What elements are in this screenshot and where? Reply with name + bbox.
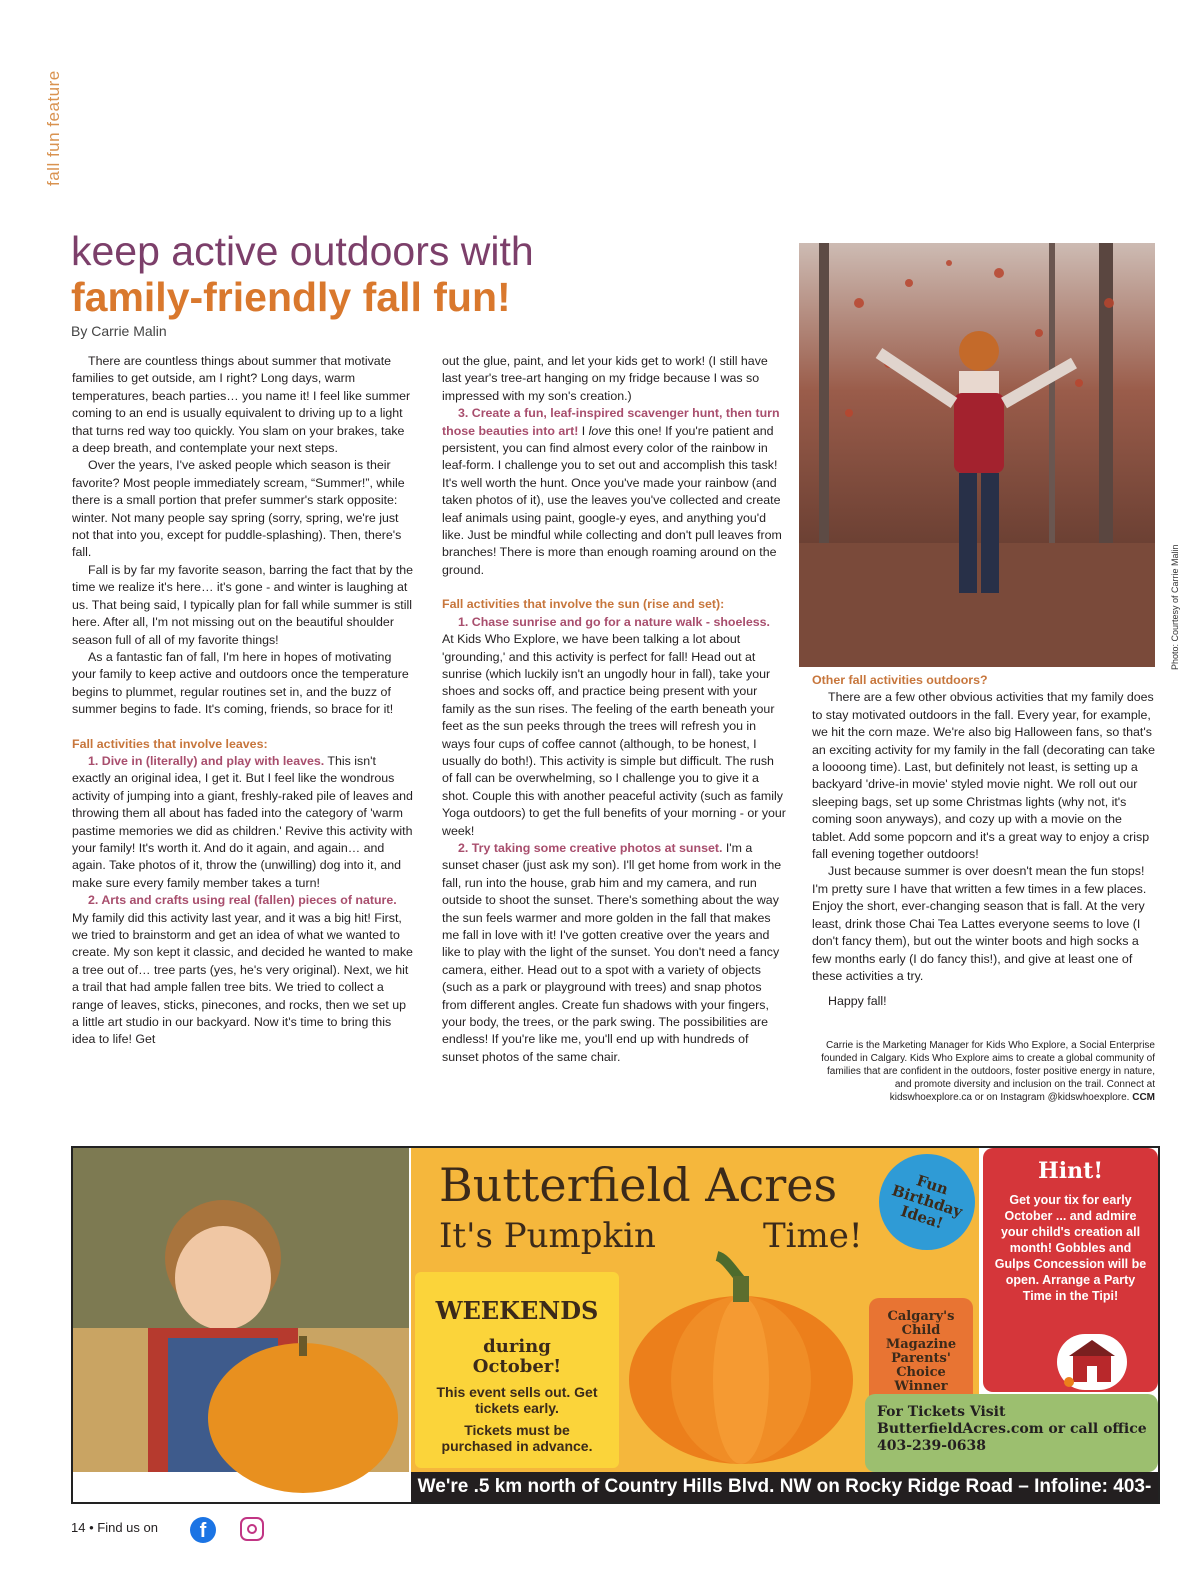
barn-icon [1057, 1334, 1127, 1390]
ad-title: Butterfield Acres [439, 1158, 838, 1212]
list-item-title: 2. Arts and crafts using real (fallen) pieces of nature. [88, 893, 397, 908]
hint-text: Get your tix for early October ... and admire your child's creation all month! Gobbles and Gulps Concession will be open. Arrange a Party Time in the Tipi! [994, 1193, 1147, 1303]
photo-credit: Photo: Courtesy of Carrie Malin [1170, 544, 1180, 670]
byline: By Carrie Malin [71, 323, 167, 339]
ad-photo-illustration [73, 1148, 409, 1472]
hint-panel [983, 1148, 1158, 1392]
butterfield-acres-ad[interactable] [71, 1146, 1160, 1527]
author-bio [812, 1039, 1155, 1104]
paragraph: There are a few other obvious activities that my family does to stay motivated outdoors in the fall. Every year, for example, we hit the corn maze. We're also big Halloween fans, so that's an exciting activity for my family in the fall (decorating can take a loooong time). Last, but definitely not least, is setting up a backyard 'drive-in movie' styled movie night. We roll out our sleeping bags, set up some Christmas lights (why not, it's coming soon anyways), and cozy up with a movie on the tablet. Add some popcorn and it's a great way to enjoy a crisp fall evening together outdoors! [812, 690, 1155, 862]
ad-subtitle-right: Time! [763, 1216, 863, 1256]
child-in-leaves-photo [799, 243, 1155, 667]
emphasis: love [588, 423, 612, 438]
list-item-title-line [442, 614, 786, 631]
list-item [72, 753, 414, 892]
paragraph: out the glue, paint, and let your kids get to work! (I still have last year's tree-art hanging on my fridge because I was so impressed with my son's creation.) [442, 354, 768, 403]
list-item-title: 3. Create a fun, leaf-inspired scavenger hunt, then turn those beauties into art! [442, 406, 780, 438]
section-heading: Fall activities that involve leaves: [72, 736, 268, 751]
october-label: October! [472, 1356, 562, 1377]
section-heading: Fall activities that involve the sun (rise and set): [442, 597, 725, 612]
article-title-line1: keep active outdoors with [71, 228, 534, 274]
page-number: 14 [71, 1520, 86, 1535]
list-item-title-line [72, 892, 414, 909]
list-item-text: this one! If you're patient and persistent, you can find almost every color of the rainbow in leaf-form. I challenge you to set out and accomplish this task! It's well worth the hunt. Once you've made your rainbow (and taken photos of it), use the leaves you've collected and create leaf animals using paint, google-y eyes, and anything you'd like. Just be mindful while collecting and don't pull leaves from branches! There is more than enough roaming around on the ground. [442, 423, 782, 577]
paragraph: There are countless things about summer that motivate families to get outside, am I right? Long days, warm temperatures, beach parties… you name it! I feel like summer coming to an end is usually equivalent to driving up to a light that turns red way too quickly. You slam on your brakes, take a deep breath, and contemplate your next steps. [72, 354, 411, 456]
tickets-text[interactable]: For Tickets Visit ButterfieldAcres.com or call office 403-239-0638 [877, 1404, 1147, 1454]
hint-title: Hint! [1038, 1158, 1103, 1184]
magazine-mark: CCM [1132, 1092, 1155, 1103]
birthday-badge [879, 1154, 975, 1250]
list-item-text: I [578, 423, 589, 438]
advance-note: Tickets must be purchased in advance. [441, 1422, 593, 1454]
list-item [442, 840, 786, 1066]
list-item [442, 405, 786, 579]
author-bio-text: Carrie is the Marketing Manager for Kids Who Explore, a Social Enterprise founded in Calgary. Kids Who Explore aims to create a global community of families that are confident in the outdoors, foster positive energy in nature, and promote diversity and inclusion on the trail. Connect at kidswhoexplore.ca or on Instagram @kidswhoexplore. [821, 1040, 1155, 1103]
paragraph: Fall is by far my favorite season, barring the fact that by the time we realize it's here… it's gone - and winter is laughing at us. That being said, I typically plan for fall while summer is still here. After all, I'm not missing out on the beautiful shoulder season full of all of my favorite things! [72, 562, 414, 647]
article-column-2 [442, 353, 786, 1066]
page-footer [71, 1520, 158, 1535]
birthday-badge-text: Fun Birthday Idea! [889, 1171, 965, 1233]
section-label: fall fun feature [44, 70, 63, 186]
list-item-text: My family did this activity last year, and it was a big hit! First, we tried to brainstorm and get an idea of what we wanted to create. My son kept it classic, and decided he wanted to make a tree out of… tree parts (yes, he's very original). Next, we hit a trail that had ample fallen tree bits. We tried to collect a range of leaves, sticks, pinecones, and rocks, then we set up a little art studio in our backyard. Now it's time to bring this idea to life! Get [72, 910, 413, 1047]
ad-subtitle-left: It's Pumpkin [439, 1216, 656, 1256]
list-item-text: This isn't exactly an original idea, I get it. But I feel like the wondrous activity of jumping into a giant, freshly-raked pile of leaves and throwing them all about has faded into the category of 'warm pastime memories we did as children.' Revive this activity with your family! It's worth it. And do it again, and again… and again. Take photos of it, throw the (unwilling) dog into it, and make sure every family member takes a turn! [72, 753, 413, 890]
paragraph: As a fantastic fan of fall, I'm here in hopes of motivating your family to keep active and outdoors once the temperature begins to plummet, regular routines set in, and the buzz of summer begins to fade. It's coming, friends, so brace for it! [72, 649, 409, 717]
list-item-text: I'm a sunset chaser (just ask my son). I'll get home from work in the fall, run into the house, grab him and my camera, and run outside to shoot the sunset. There's something about the way the sun feels warmer and more golden in the fall that makes me fall in love with it! I've gotten creative over the years and like to play with the light of the sunset. You don't need a fancy camera, either. Head out to a spot with a variety of objects (such as a park or playground with trees) and snap photos from different angles. Create fun shadows with your fingers, your body, the trees, or the park swing. The possibilities are endless! If you're like me, you'll end up with hundreds of sunset photos of the same chair. [442, 840, 782, 1064]
list-item-title: 1. Chase sunrise and go for a nature walk - shoeless. [458, 614, 770, 629]
closing-line: Happy fall! [828, 994, 887, 1009]
list-item-title: 2. Try taking some creative photos at sunset. [458, 840, 723, 855]
list-item-title: 1. Dive in (literally) and play with leaves. [88, 753, 325, 768]
photo-illustration [799, 243, 1155, 667]
child-with-pumpkin-photo [73, 1148, 409, 1472]
paragraph: Just because summer is over doesn't mean the fun stops! I'm pretty sure I have that written a few times in a few places. Enjoy the short, ever-changing season that is fall. At the very least, drink those Chai Tea Lattes everyone seems to love (I don't fancy them), but out the winter boots and high socks a few months early (I do fancy this!), and give at least one of these activities a try. [812, 864, 1147, 983]
pumpkin-image [621, 1258, 861, 1468]
article-column-3 [812, 672, 1157, 1011]
facebook-icon[interactable]: f [190, 1517, 216, 1543]
find-us-label: Find us on [97, 1520, 158, 1535]
list-item-text: At Kids Who Explore, we have been talking a lot about 'grounding,' and this activity is perfect for fall! Head out at sunrise (which luckily isn't an ungodly hour in fall), take your shoes and socks off, and practice being present with your family as the sun rises. The feeling of the earth beneath your feet as the sun peeks through the trees will refresh you in ways four cups of coffee cannot (although, to be honest, I usually do both!). This activity is simple but difficult. The rush of fall can be overwhelming, so I challenge you to give it a shot. Couple this with another peaceful activity (such as family Yoga outdoors) to get the full benefits of your morning - or your week! [442, 632, 786, 838]
during-label: during [483, 1336, 551, 1357]
section-heading: Other fall activities outdoors? [812, 673, 988, 687]
award-text: Calgary's Child Magazine Parents' Choice Winner [885, 1309, 957, 1394]
article-column-1 [72, 353, 414, 1049]
paragraph: Over the years, I've asked people which season is their favorite? Most people immediately scream, “Summer!”, while there is a small portion that prefer summer's stark opposite: winter. Not many people say spring (sorry, spring, we're just not that into you, except for puddle-splashing). Then, there's fall. [72, 458, 405, 560]
instagram-icon[interactable] [240, 1517, 264, 1541]
weekends-panel [415, 1272, 619, 1468]
weekends-label: WEEKENDS [435, 1296, 599, 1325]
ad-location-bar: We're .5 km north of Country Hills Blvd. NW on Rocky Ridge Road – Infoline: 403-547-3595 [411, 1472, 1158, 1502]
sells-out-note: This event sells out. Get tickets early. [436, 1384, 598, 1416]
pumpkin-icon [621, 1258, 861, 1468]
footer-bullet: • [89, 1520, 94, 1535]
tickets-panel[interactable] [865, 1394, 1158, 1472]
article-title-line2: family-friendly fall fun! [71, 274, 511, 320]
